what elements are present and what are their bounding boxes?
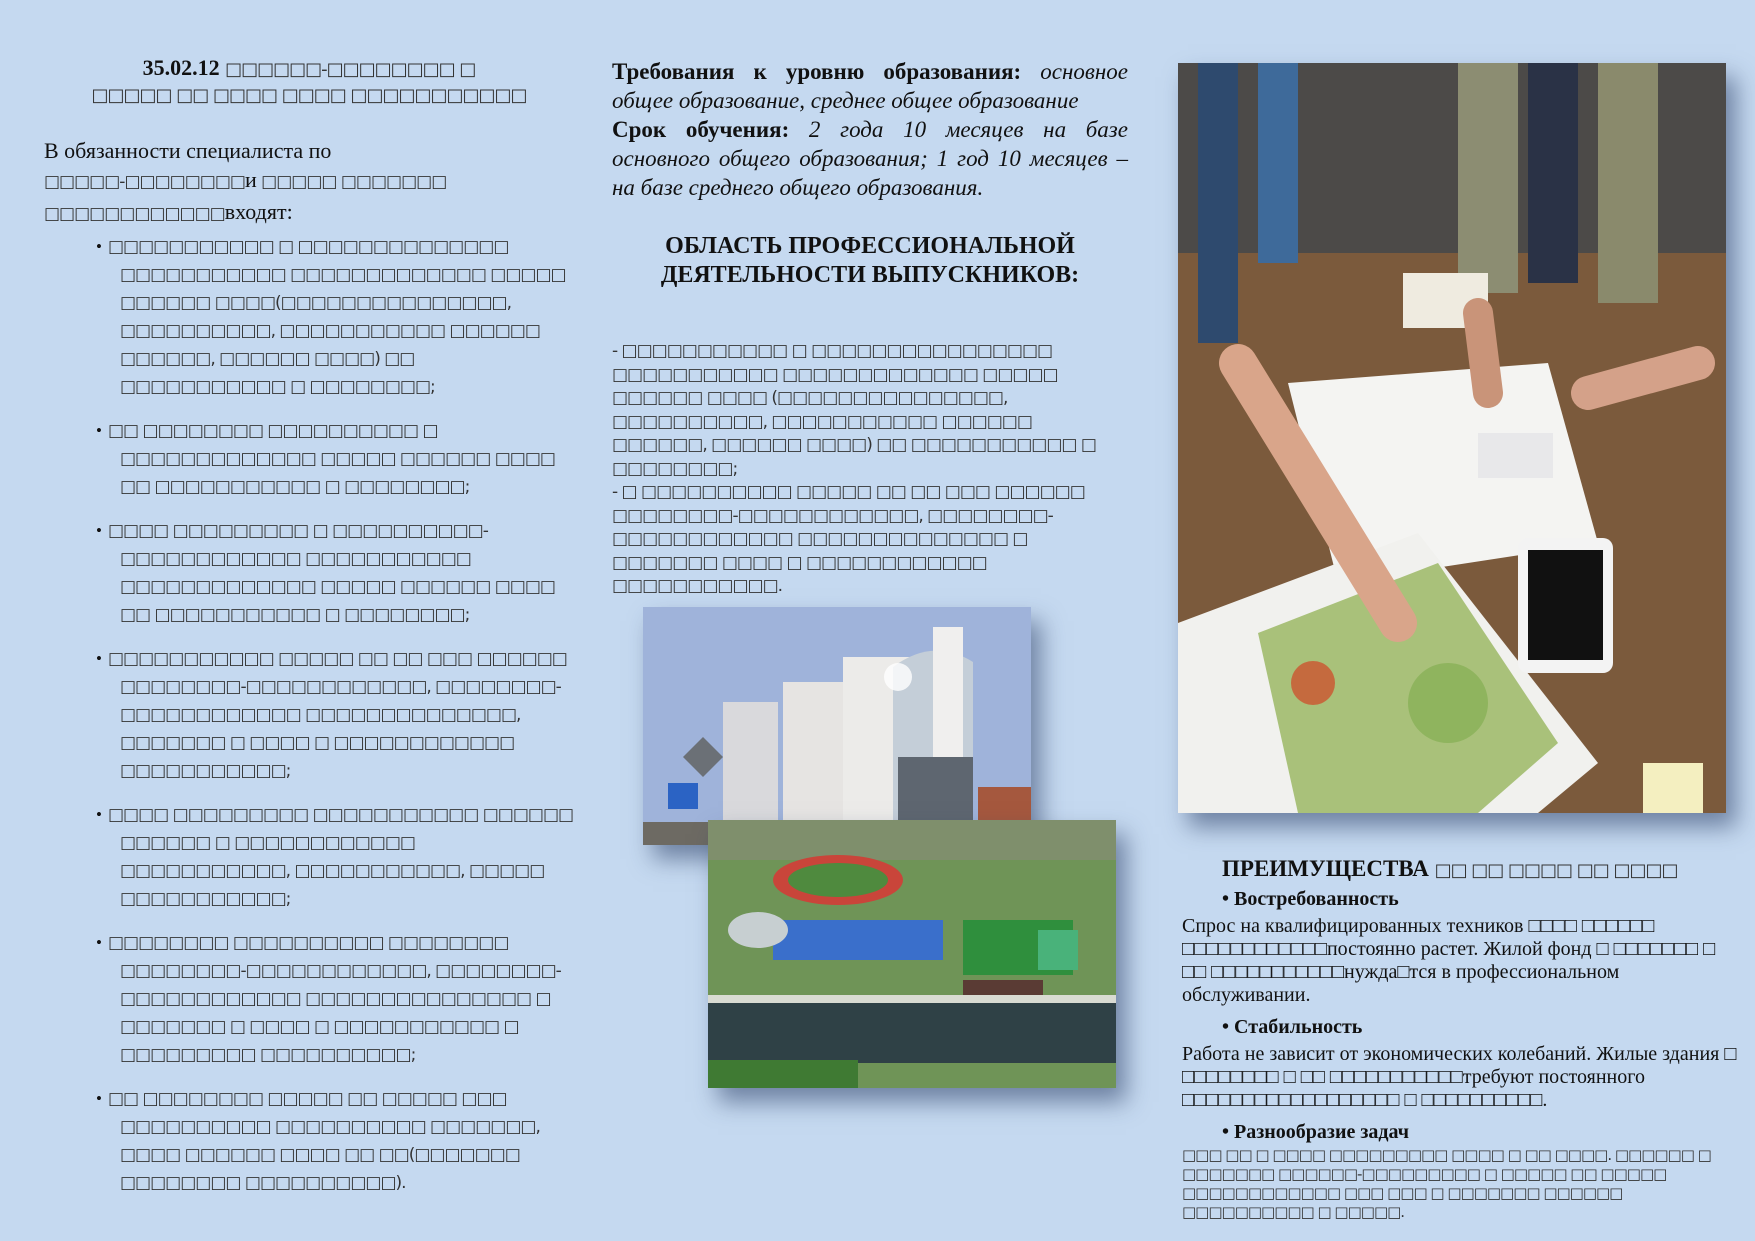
team-illustration	[1178, 63, 1726, 813]
bullet-icon: •	[96, 521, 102, 540]
advantage-title	[1222, 1013, 1737, 1041]
advantage-text: Работа не зависит от экономических колебаний. Жилые здания □ □□□□□□□□ □ □□ □□□□□□□□□□□требуют постоянного □□□□□□□□□□□□□□□□□□ □ □□□□□□□□□□.	[1182, 1043, 1737, 1111]
intro-line-1: В обязанности специалиста по	[44, 138, 332, 163]
bullet-icon: •	[96, 237, 102, 256]
study-term-label: Срок обучения:	[612, 117, 790, 142]
intro-line-2c: □□□□□ □□□□□□□	[256, 172, 447, 192]
advantage-title-text: Востребованность	[1234, 888, 1399, 910]
duty-text: □□ □□□□□□□□ □□□□□ □□ □□□□□ □□□ □□□□□□□□□□ □□□□□□□□□□ □□□□□□□, □□□□ □□□□□□ □□□□ □□ □□(□□□□□□□ □□□□□□□□ □□□□□□□□□□).	[108, 1089, 540, 1193]
duty-text: □□□□□□□□ □□□□□□□□□□ □□□□□□□□ □□□□□□□□-□□□□□□□□□□□□, □□□□□□□□-□□□□□□□□□□□□ □□□□□□□□□□□□□□□ □ □□□□□□□ □ □□□□ □ □□□□□□□□□□□ □ □□□□□□□□□ □□□□□□□□□□;	[108, 933, 561, 1065]
building-illustration	[643, 607, 1031, 845]
left-column	[44, 56, 574, 1213]
duty-item	[44, 517, 574, 629]
middle-column	[612, 57, 1128, 599]
professional-area-heading	[612, 232, 1128, 290]
area-item: - □□□□□□□□□□□ □ □□□□□□□□□□□□□□□□ □□□□□□□□□□□ □□□□□□□□□□□□□ □□□□□ □□□□□□ □□□□ (□□□□□□□□□□□□□□□, □□□□□□□□□□, □□□□□□□□□□□ □□□□□□ □□□□□□, □□□□□□ □□□□) □□ □□□□□□□□□□□ □ □□□□□□□□;	[612, 341, 1096, 479]
stadium-illustration	[708, 820, 1116, 1088]
intro-line-2b: и	[244, 167, 257, 192]
duty-item	[44, 929, 574, 1069]
requirements-block	[612, 57, 1128, 202]
duty-text: □□ □□□□□□□□ □□□□□□□□□□ □ □□□□□□□□□□□□□ □□□□□ □□□□□□ □□□□ □□ □□□□□□□□□□□ □ □□□□□□□□;	[108, 421, 555, 497]
study-term-value: 2 года 10 месяцев на базе основного общего образования; 1 год 10 месяцев – на базе среднего общего образования.	[612, 117, 1128, 200]
advantages-heading	[1222, 855, 1737, 885]
right-column	[1182, 855, 1737, 1228]
bullet-icon: •	[1222, 888, 1235, 910]
advantage-text: □□□ □□ □ □□□□ □□□□□□□□□ □□□□ □ □□ □□□□. □□□□□□ □ □□□□□□□ □□□□□□-□□□□□□□□□ □ □□□□□ □□ □□□□□ □□□□□□□□□□□□ □□□ □□□ □ □□□□□□□ □□□□□□ □□□□□□□□□□ □ □□□□□.	[1182, 1146, 1711, 1221]
specialty-code: 35.02.12	[142, 55, 226, 80]
specialty-name-line2: □□□□□ □□ □□□□ □□□□ □□□□□□□□□□□	[91, 85, 527, 106]
stadium-aerial-photo	[708, 820, 1116, 1088]
bullet-icon: •	[1222, 1016, 1235, 1038]
area-item: - □ □□□□□□□□□□ □□□□□ □□ □□ □□□ □□□□□□ □□□□□□□□-□□□□□□□□□□□□, □□□□□□□□-□□□□□□□□□□□□ □□□□□□□□□□□□□□ □ □□□□□□□ □□□□ □ □□□□□□□□□□□□ □□□□□□□□□□□.	[612, 482, 1085, 596]
duty-item	[44, 801, 574, 913]
bullet-icon: •	[96, 805, 102, 824]
advantages-heading-text: ПРЕИМУЩЕСТВА	[1222, 856, 1435, 881]
bullet-icon: •	[96, 421, 102, 440]
advantage-text: Спрос на квалифицированных техников □□□□ □□□□□□ □□□□□□□□□□□□постоянно растет. Жилой фонд □ □□□□□□□ □ □□ □□□□□□□□□□□нужда□тся в профессиональном обслуживании.	[1182, 915, 1716, 1006]
duties-intro	[44, 136, 574, 229]
bullet-icon: •	[96, 649, 102, 668]
bullet-icon: •	[96, 1089, 102, 1108]
architects-team-photo	[1178, 63, 1726, 813]
area-heading-line2: ДЕЯТЕЛЬНОСТИ ВЫПУСКНИКОВ:	[660, 262, 1080, 288]
duties-list	[44, 233, 574, 1197]
area-heading-line1: ОБЛАСТЬ ПРОФЕССИОНАЛЬНОЙ	[665, 233, 1075, 259]
advantage-title	[1222, 1118, 1737, 1146]
building-photo	[643, 607, 1031, 845]
duty-item	[44, 417, 574, 501]
duty-text: □□□□□□□□□□□ □□□□□ □□ □□ □□□ □□□□□□ □□□□□□□□-□□□□□□□□□□□□, □□□□□□□□-□□□□□□□□□□□□ □□□□□□□□□□□□□□, □□□□□□□ □ □□□□ □ □□□□□□□□□□□□ □□□□□□□□□□□;	[108, 649, 567, 781]
duty-item	[44, 1085, 574, 1197]
specialty-name-line1: □□□□□□-□□□□□□□□ □	[225, 59, 476, 80]
bullet-icon: •	[96, 933, 102, 952]
advantage-title-text: Разнообразие задач	[1234, 1121, 1409, 1143]
advantage-title	[1222, 885, 1737, 913]
advantage-title-text: Стабильность	[1234, 1016, 1363, 1038]
duty-item	[44, 645, 574, 785]
duty-text: □□□□□□□□□□□ □ □□□□□□□□□□□□□□ □□□□□□□□□□□ □□□□□□□□□□□□□ □□□□□ □□□□□□ □□□□(□□□□□□□□□□□□□□□, □□□□□□□□□□, □□□□□□□□□□□ □□□□□□ □□□□□□, □□□□□□ □□□□) □□ □□□□□□□□□□□ □ □□□□□□□□;	[108, 237, 566, 397]
bullet-icon: •	[1222, 1121, 1235, 1143]
specialty-title	[44, 56, 574, 108]
advantages-heading-rest: □□ □□ □□□□ □□ □□□□	[1434, 860, 1678, 881]
education-requirement-value: основное общее образование, среднее общее образование	[612, 59, 1128, 113]
duty-text: □□□□ □□□□□□□□□ □□□□□□□□□□□ □□□□□□ □□□□□□ □ □□□□□□□□□□□□ □□□□□□□□□□□, □□□□□□□□□□□, □□□□□ □□□□□□□□□□□;	[108, 805, 574, 909]
intro-line-2a: □□□□□-□□□□□□□□	[44, 172, 245, 192]
professional-area-list	[612, 340, 1128, 599]
duty-text: □□□□ □□□□□□□□□ □ □□□□□□□□□□-□□□□□□□□□□□□ □□□□□□□□□□□ □□□□□□□□□□□□□ □□□□□ □□□□□□ □□□□ □□ □□□□□□□□□□□ □ □□□□□□□□;	[108, 521, 555, 625]
intro-line-3b: входят:	[224, 199, 293, 224]
duty-item	[44, 233, 574, 401]
education-requirement-label: Требования к уровню образования:	[612, 59, 1022, 84]
intro-line-3a: □□□□□□□□□□□□	[44, 204, 225, 224]
